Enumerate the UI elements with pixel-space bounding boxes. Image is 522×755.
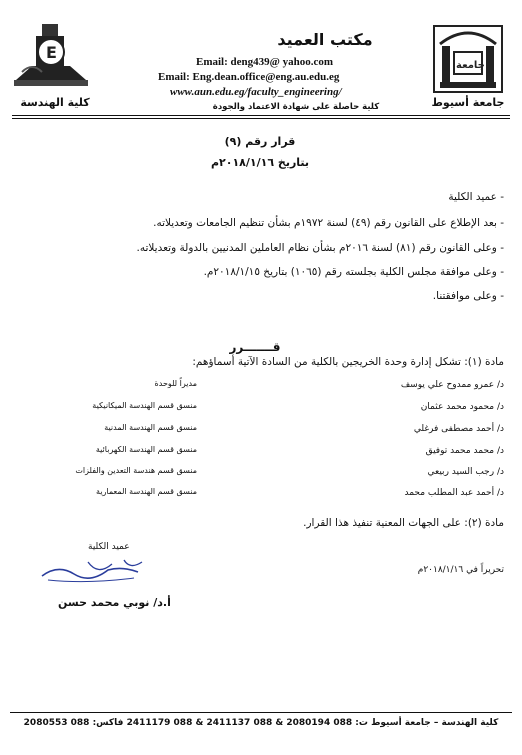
email-address-2[interactable]: Eng.dean.office@eng.au.edu.eg (192, 71, 340, 83)
header-divider (12, 115, 510, 116)
decree-title: قرار رقم (٩) (224, 135, 296, 148)
member-name: د/ عمرو ممدوح علي يوسف (400, 380, 504, 390)
member-role: منسق قسم هندسة التعدين والفلزات (75, 466, 197, 475)
preamble-line: - وعلى موافقة مجلس الكلية بجلسته رقم (١٠٦٥) بتاريخ ٢٠١٨/١/١٥م. (203, 266, 504, 278)
member-name: د/ محمد محمد توفيق (425, 446, 504, 456)
header-divider-2 (12, 118, 510, 119)
preamble-line: - وعلى القانون رقم (٨١) لسنة ٢٠١٦م بشأن نظام العاملين المدنيين بالدولة وتعديلاته. (136, 242, 504, 254)
accreditation-note: كلية حاصلة على شهادة الاعتماد والجودة (212, 102, 380, 112)
member-role: منسق قسم الهندسة الكهربائية (95, 445, 197, 454)
faculty-name: كلية الهندسة (20, 96, 90, 109)
svg-text:E: E (46, 43, 57, 62)
signature-scribble-icon (38, 556, 148, 586)
closing-date: تحريراً في ٢٠١٨/١/١٦م (417, 565, 504, 575)
email-line-1 (196, 56, 333, 68)
preamble-line: - بعد الإطلاع على القانون رقم (٤٩) لسنة ١٩٧٢م بشأن تنظيم الجامعات وتعديلاته. (153, 217, 504, 229)
faculty-emblem-icon (12, 22, 90, 88)
website-link[interactable]: www.aun.edu.eg/faculty_engineering/ (170, 86, 342, 98)
member-role: منسق قسم الهندسة المدنية (104, 423, 197, 432)
email-label: Email: (158, 71, 190, 83)
svg-text:جامعة: جامعة (456, 60, 485, 71)
member-name: د/ رجب السيد ربيعي (427, 467, 504, 477)
university-logo (432, 24, 504, 94)
email-address-1[interactable]: deng439@ yahoo.com (230, 56, 334, 68)
faculty-logo (12, 22, 90, 88)
university-emblem-icon (432, 24, 504, 94)
preamble-line: - وعلى موافقتنا. (432, 290, 504, 302)
university-name: جامعة أسيوط (431, 96, 505, 109)
member-name: د/ أحمد عبد المطلب محمد (404, 488, 504, 498)
footer-divider (10, 712, 512, 713)
member-role: منسق قسم الهندسة المعمارية (96, 487, 197, 496)
email-line-2 (158, 71, 339, 83)
handwritten-signature (38, 556, 148, 586)
decides-heading: قـــــــرر (229, 340, 281, 354)
member-role: مديراً للوحدة (154, 379, 197, 388)
footer-contact: كلية الهندسة – جامعة أسيوط ت: 088 2080194 & 088 2411137 & 088 2411179 فاكس: 088 2080553 (23, 718, 499, 728)
signature-name: أ.د/ نوبي محمد حسن (58, 596, 171, 609)
member-role: منسق قسم الهندسة الميكانيكية (92, 401, 197, 410)
preamble-line: - عميد الكلية (448, 191, 504, 203)
member-name: د/ أحمد مصطفى فرغلي (413, 424, 504, 434)
decree-date: بتاريخ ٢٠١٨/١/١٦م (210, 156, 310, 169)
article-2: مادة (٢): على الجهات المعنية تنفيذ هذا القرار. (303, 517, 504, 529)
signature-title: عميد الكلية (88, 542, 130, 552)
office-title: مكتب العميد (277, 30, 373, 49)
member-name: د/ محمود محمد عثمان (420, 402, 504, 412)
email-label: Email: (196, 56, 228, 68)
article-1: مادة (١): تشكل إدارة وحدة الخريجين بالكلية من السادة الآتية أسماؤهم: (192, 356, 504, 368)
